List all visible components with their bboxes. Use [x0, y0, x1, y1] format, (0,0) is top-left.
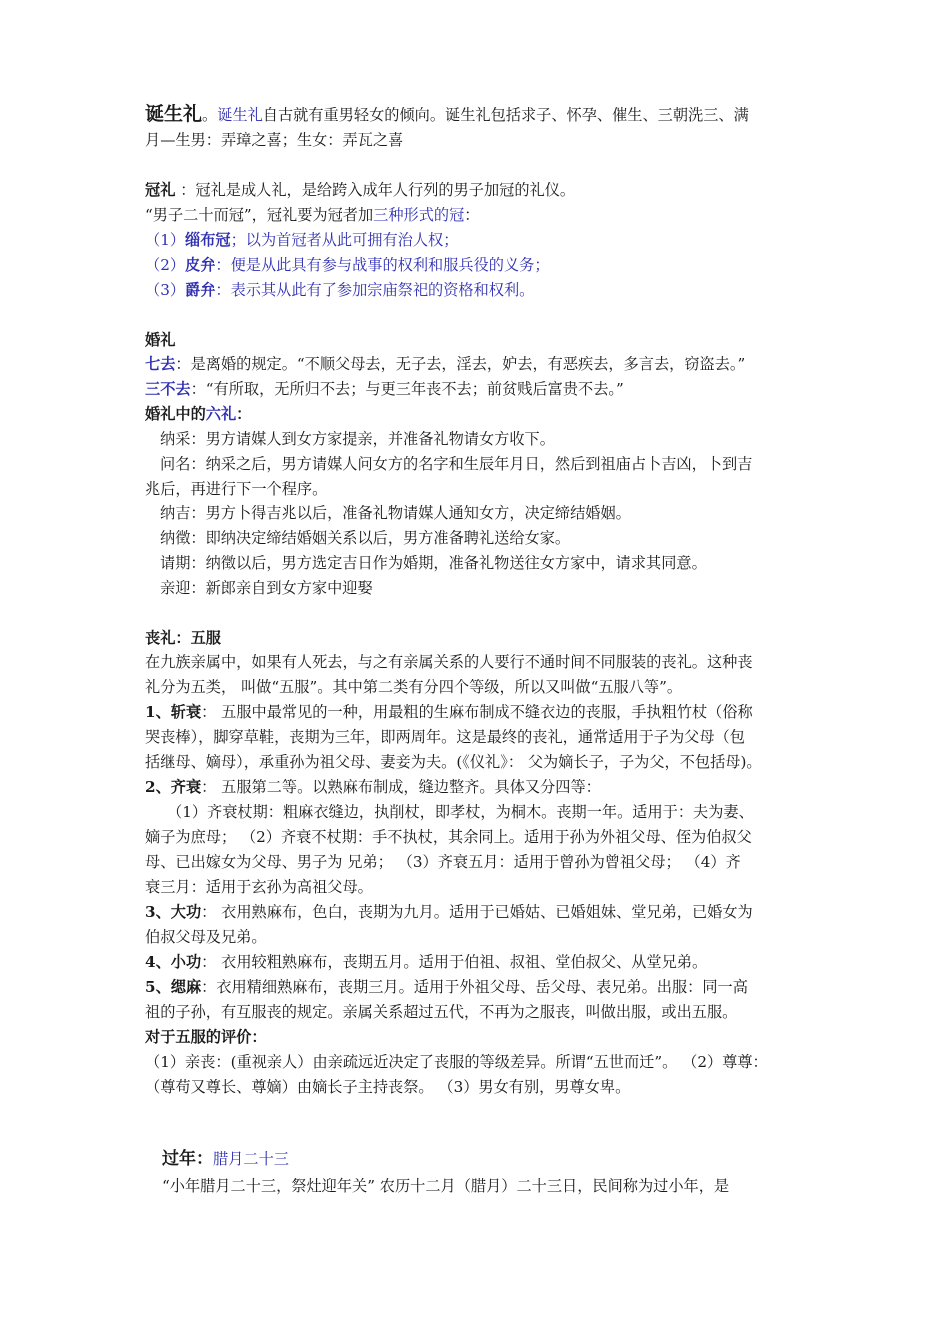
- rite-nazheng: 纳徵：即纳决定缔结婚姻关系以后，男方准备聘礼送给女家。: [160, 529, 571, 547]
- sima-line1: [145, 975, 748, 999]
- qicui-line4: 母、已出嫁女为父母、男子为 兄弟； （3）齐衰五月：适用于曾孙为曾祖父母； （4）齐: [145, 853, 741, 871]
- qicui-label: 2、齐衰: [145, 778, 202, 796]
- qiqu-text: ：是离婚的规定。“不顺父母去，无子去，淫去，妒去，有恶疾去，多言去，窃盗去。”: [175, 355, 746, 373]
- capping-line2-colon: ：: [464, 206, 480, 224]
- six-rites-colon: ：: [236, 405, 252, 423]
- zhancui-line2: 哭丧棒），脚穿草鞋，丧期为三年，即两周年。这是最终的丧礼，通常适用于子为父母（包: [145, 728, 745, 746]
- newyear-heading: [162, 1147, 289, 1171]
- capping-item-2-text: ：便是从此具有参与战事的权利和服兵役的义务；: [215, 256, 550, 274]
- qiqu-term: 七去: [145, 355, 176, 373]
- six-rites-pre: 婚礼中的: [145, 405, 206, 423]
- dagong-line2: 伯叔父母及兄弟。: [145, 928, 267, 946]
- xiaogong-label: 4、小功: [145, 953, 202, 971]
- birth-rite-title: 诞生礼: [145, 103, 203, 125]
- wufu-eval-title: 对于五服的评价：: [145, 1028, 267, 1046]
- wufu-eval-line2: （尊苟又尊长、尊嫡）由嫡长子主持丧祭。 （3）男女有别，男尊女卑。: [145, 1078, 631, 1096]
- capping-item-3-name: 爵弁: [185, 281, 216, 299]
- qicui-line3: 嫡子为庶母； （2）齐衰不杖期：手不执杖，其余同上。适用于孙为外祖父母、侄为伯叔父: [145, 828, 752, 846]
- newyear-subtitle: 腊月二十三: [213, 1150, 289, 1168]
- sanbuqu-term: 三不去: [145, 380, 191, 398]
- capping-item-3-text: ：表示其从此有了参加宗庙祭祀的资格和权利。: [215, 281, 535, 299]
- wedding-sanbuqu: [145, 377, 624, 401]
- wufu-eval-line1: （1）亲丧：(重视亲人）由亲疏远近决定了丧服的等级差异。所谓“五世而迁”。 （2）尊尊：: [145, 1053, 768, 1071]
- six-rites-term: 六礼: [205, 405, 237, 423]
- capping-line2-text: “男子二十而冠”，冠礼要为冠者加: [145, 206, 374, 224]
- qicui-line1: [145, 775, 601, 799]
- rite-wenming-2: 兆后，再进行下一个程序。: [145, 480, 328, 498]
- dagong-line1: [145, 900, 753, 924]
- capping-line2: [145, 203, 479, 227]
- newyear-title: 过年：: [162, 1149, 213, 1169]
- funeral-intro-2: 礼分为五类， 叫做“五服”。其中第二类有分四个等级，所以又叫做“五服八等”。: [145, 678, 683, 696]
- dagong-text-1: ： 衣用熟麻布，色白，丧期为九月。适用于已婚姑、已婚姐妹、堂兄弟，已婚女为: [201, 903, 753, 921]
- zhancui-line1: [145, 700, 753, 724]
- capping-item-2: [145, 253, 550, 277]
- sima-line2: 祖的子孙，有互服丧的规定。亲属关系超过五代，不再为之服丧，叫做出服，或出五服。: [145, 1003, 738, 1021]
- funeral-title: 丧礼：五服: [145, 629, 221, 647]
- rite-qinying: 亲迎：新郎亲自到女方家中迎娶: [160, 579, 373, 597]
- sima-text-1: ：衣用精细熟麻布，丧期三月。适用于外祖父母、岳父母、表兄弟。出服：同一高: [201, 978, 748, 996]
- rite-wenming-1: 问名：纳采之后，男方请媒人问女方的名字和生辰年月日，然后到祖庙占卜吉凶，卜到吉: [160, 455, 753, 473]
- capping-item-1-name: 缁布冠: [185, 231, 231, 249]
- newyear-line1: “小年腊月二十三，祭灶迎年关” 农历十二月（腊月）二十三日，民间称为过小年，是: [162, 1177, 730, 1195]
- rite-nacai: 纳采：男方请媒人到女方家提亲，并准备礼物请女方收下。: [160, 430, 555, 448]
- qicui-text-1: ： 五服第二等。以熟麻布制成，缝边整齐。具体又分四等：: [201, 778, 601, 796]
- zhancui-label: 1、斩衰: [145, 703, 202, 721]
- wedding-title: 婚礼: [145, 331, 176, 349]
- capping-item-3-num: （3）: [145, 281, 186, 299]
- capping-item-1-text: ；以为首冠者从此可拥有治人权；: [230, 231, 459, 249]
- capping-item-1-num: （1）: [145, 231, 186, 249]
- wedding-six-rites-heading: [145, 402, 251, 426]
- qicui-line5: 衰三月：适用于玄孙为高祖父母。: [145, 878, 373, 896]
- capping-line1: [145, 178, 575, 202]
- capping-item-2-name: 皮弁: [185, 256, 216, 274]
- birth-rite-line1: [145, 102, 749, 127]
- birth-rite-line2: 月—生男：弄璋之喜；生女：弄瓦之喜: [145, 131, 404, 149]
- sima-label: 5、缌麻: [145, 978, 202, 996]
- birth-rite-text: 自古就有重男轻女的倾向。诞生礼包括求子、怀孕、催生、三朝洗三、满: [262, 106, 749, 124]
- capping-intro: ：冠礼是成人礼，是给跨入成年人行列的男子加冠的礼仪。: [175, 181, 576, 199]
- zhancui-line3: 括继母、嫡母），承重孙为祖父母、妻妾为夫。(《仪礼》： 父为嫡长子，子为父，不包括母)。: [145, 753, 762, 771]
- capping-item-3: [145, 278, 534, 302]
- rite-qingqi: 请期：纳徵以后，男方选定吉日作为婚期，准备礼物送往女方家中，请求其同意。: [160, 554, 707, 572]
- birth-rite-term: 诞生礼: [217, 106, 263, 124]
- sanbuqu-text: ：“有所取，无所归不去；与更三年丧不去；前贫贱后富贵不去。”: [190, 380, 624, 398]
- xiaogong-line1: [145, 950, 707, 974]
- capping-title: 冠礼: [145, 181, 176, 199]
- zhancui-text-1: ： 五服中最常见的一种，用最粗的生麻布制成不缝衣边的丧服，手执粗竹杖（俗称: [201, 703, 753, 721]
- capping-item-1: [145, 228, 458, 252]
- dagong-label: 3、大功: [145, 903, 202, 921]
- rite-naji: 纳吉：男方卜得吉兆以后，准备礼物请媒人通知女方，决定缔结婚姻。: [160, 504, 631, 522]
- xiaogong-text-1: ： 衣用较粗熟麻布，丧期五月。适用于伯祖、叔祖、堂伯叔父、从堂兄弟。: [201, 953, 708, 971]
- wedding-qiqu: [145, 352, 745, 376]
- capping-three-caps: 三种形式的冠: [373, 206, 465, 224]
- funeral-intro-1: 在九族亲属中，如果有人死去，与之有亲属关系的人要行不通时间不同服装的丧礼。这种丧: [145, 653, 753, 671]
- capping-item-2-num: （2）: [145, 256, 186, 274]
- qicui-line2: （1）齐衰杖期：粗麻衣缝边，执削杖，即孝杖，为桐木。丧期一年。适用于：夫为妻、: [167, 803, 754, 821]
- birth-rite-title-dot: 。: [202, 106, 218, 124]
